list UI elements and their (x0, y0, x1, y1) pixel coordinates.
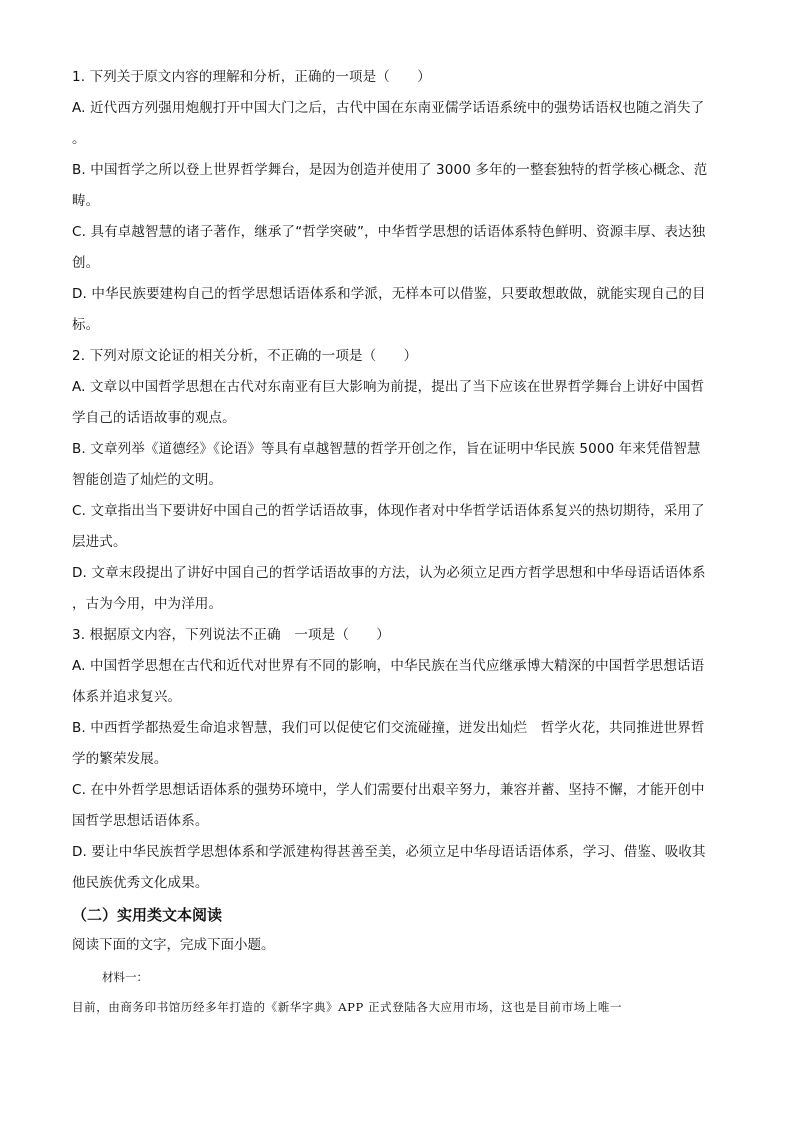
option-d: D. 要让中华民族哲学思想体系和学派建构得甚善至美，必须立足中华母语话语体系，学习、借鉴、吸收其 (72, 844, 706, 860)
option-b-continued: 学的繁荣发展。 (72, 751, 168, 767)
option-a-continued: 学自己的话语故事的观点。 (72, 410, 236, 426)
material-label: 材料一： (102, 970, 148, 984)
option-a: A. 文章以中国哲学思想在古代对东南亚有巨大影响为前提，提出了当下应该在世界哲学舞台上讲好中国哲 (72, 379, 705, 395)
option-c: C. 文章指出当下要讲好中国自己的哲学话语故事，体现作者对中华哲学话语体系复兴的热切期待，采用了 (72, 503, 705, 519)
option-c: C. 具有卓越智慧的诸子著作，继承了“哲学突破”，中华哲学思想的话语体系特色鲜明、资源丰厚、表达独 (72, 224, 706, 240)
option-b: B. 文章列举《道德经》《论语》等具有卓越智慧的哲学开创之作，旨在证明中华民族 5000 年来凭借智慧 (72, 441, 701, 457)
document-page (72, 62, 724, 1022)
option-b-continued: 智能创造了灿烂的文明。 (72, 472, 223, 488)
question-stem: 1. 下列关于原文内容的理解和分析，正确的一项是（ ） (72, 69, 431, 85)
question-2 (72, 341, 724, 620)
option-a: A. 近代西方列强用炮舰打开中国大门之后，古代中国在东南亚儒学话语系统中的强势话语权也随之消失了 (72, 100, 705, 116)
option-a-continued: 体系并追求复兴。 (72, 689, 182, 705)
option-a: A. 中国哲学思想在古代和近代对世界有不同的影响，中华民族在当代应继承博大精深的中国哲学思想话语 (72, 658, 705, 674)
question-1 (72, 62, 724, 341)
option-c-continued: 创。 (72, 255, 100, 271)
option-a-continued: 。 (72, 131, 86, 147)
option-d: D. 文章末段提出了讲好中国自己的哲学话语故事的方法，认为必须立足西方哲学思想和中华母语话语体系 (72, 565, 706, 581)
option-d-continued: ，古为今用，中为洋用。 (72, 596, 223, 612)
option-c-continued: 国哲学思想话语体系。 (72, 813, 209, 829)
option-d-continued: 标。 (72, 317, 100, 333)
question-stem: 2. 下列对原文论证的相关分析，不正确的一项是（ ） (72, 348, 418, 364)
material-text: 目前，由商务印书馆历经多年打造的《新华字典》APP 正式登陆各大应用市场，这也是目前市场上唯一 (72, 1000, 623, 1014)
option-b: B. 中国哲学之所以登上世界哲学舞台，是因为创造并使用了 3000 多年的一整套独特的哲学核心概念、范 (72, 162, 708, 178)
option-b: B. 中西哲学都热爱生命追求智慧，我们可以促使它们交流碰撞，迸发出灿烂 哲学火花，共同推进世界哲 (72, 720, 705, 736)
option-b-continued: 畴。 (72, 193, 100, 209)
section-heading: （二）实用类文本阅读 (72, 906, 223, 924)
option-c: C. 在中外哲学思想话语体系的强势环境中，学人们需要付出艰辛努力，兼容并蓄、坚持不懈，才能开创中 (72, 782, 705, 798)
option-d-continued: 他民族优秀文化成果。 (72, 875, 209, 891)
question-3 (72, 620, 724, 899)
section-instruction: 阅读下面的文字，完成下面小题。 (72, 937, 275, 953)
question-stem: 3. 根据原文内容，下列说法不正确 一项是（ ） (72, 627, 390, 643)
option-c-continued: 层进式。 (72, 534, 127, 550)
option-d: D. 中华民族要建构自己的哲学思想话语体系和学派，无样本可以借鉴，只要敢想敢做，就能实现自己的目 (72, 286, 706, 302)
